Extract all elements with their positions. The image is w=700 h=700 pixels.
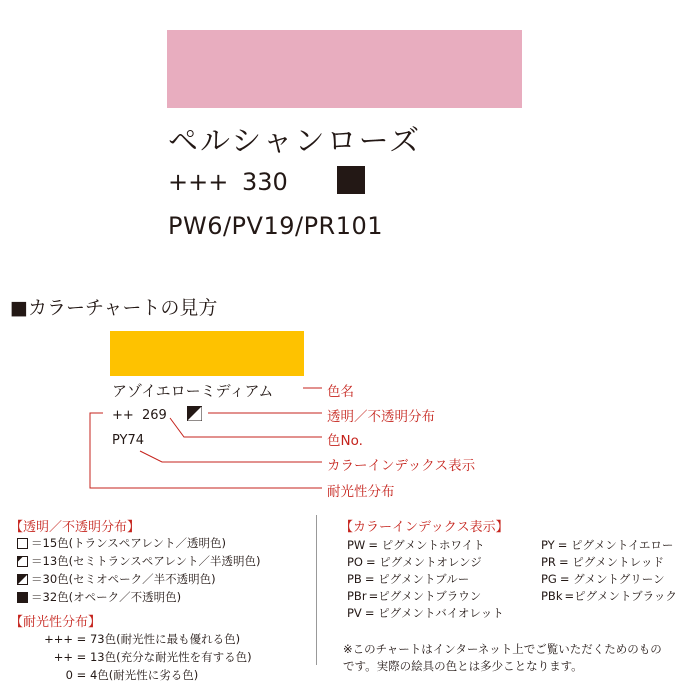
color-index-item: PB = ピグメントブルー xyxy=(347,572,470,586)
disclaimer-line-1: ※このチャートはインターネット上でご覧いただくためのもの xyxy=(343,642,662,656)
transparent-square-icon xyxy=(17,538,28,549)
color-index-item: PBr =ピグメントブラウン xyxy=(347,589,482,603)
example-lightfastness-mark: ++ xyxy=(112,408,134,423)
color-index-item: PG = グメントグリーン xyxy=(541,572,665,586)
callout-name: 色名 xyxy=(327,384,354,400)
opacity-legend-item: ＝32色(オペーク／不透明色) xyxy=(17,589,181,605)
color-index-item: PR = ピグメントレッド xyxy=(541,555,664,569)
lightfastness-legend-item: ++ = 13色(充分な耐光性を有する色) xyxy=(53,650,252,664)
color-name: ペルシャンローズ xyxy=(168,124,422,159)
color-index-item: PV = ピグメントバイオレット xyxy=(347,606,504,620)
opaque-square-icon xyxy=(17,592,28,603)
opacity-legend-item: ＝30色(セミオペーク／半不透明色) xyxy=(17,571,216,587)
opacity-legend-item: ＝13色(セミトランスペアレント／半透明色) xyxy=(17,553,261,569)
color-index-item: PW = ピグメントホワイト xyxy=(347,538,485,552)
callout-number: 色No. xyxy=(327,433,363,449)
callout-opacity: 透明／不透明分布 xyxy=(327,409,435,425)
semi-transparent-square-icon xyxy=(17,556,28,567)
legend-divider xyxy=(316,515,317,665)
lightfastness-legend-item: 0 = 4色(耐光性に劣る色) xyxy=(65,668,199,682)
pigment-codes: PW6/PV19/PR101 xyxy=(168,212,384,240)
example-color-index: PY74 xyxy=(112,433,145,448)
color-number: 330 xyxy=(241,168,288,196)
color-index-legend-heading: 【カラーインデックス表示】 xyxy=(340,520,509,535)
semi-opaque-square-icon xyxy=(17,574,28,585)
color-index-item: PO = ピグメントオレンジ xyxy=(347,555,482,569)
lightfastness-legend-heading: 【耐光性分布】 xyxy=(10,615,102,630)
color-index-item: PBk =ピグメントブラック xyxy=(541,589,677,603)
chart-guide-heading: ■カラーチャートの見方 xyxy=(10,297,218,319)
callout-index: カラーインデックス表示 xyxy=(327,458,476,474)
callout-lightfastness: 耐光性分布 xyxy=(327,484,395,500)
example-color-number: 269 xyxy=(141,408,167,423)
disclaimer-line-2: です。実際の絵具の色とは多少ことなります。 xyxy=(343,659,583,673)
example-color-name: アゾイエローミディアム xyxy=(112,382,274,400)
color-index-item: PY = ピグメントイエロー xyxy=(541,538,674,552)
opacity-legend-heading: 【透明／不透明分布】 xyxy=(10,520,141,535)
opacity-legend-item: ＝15色(トランスペアレント／透明色) xyxy=(17,535,226,551)
lightfastness-mark: +++ xyxy=(168,168,229,196)
lightfastness-legend-item: +++ = 73色(耐光性に最も優れる色) xyxy=(44,632,241,646)
